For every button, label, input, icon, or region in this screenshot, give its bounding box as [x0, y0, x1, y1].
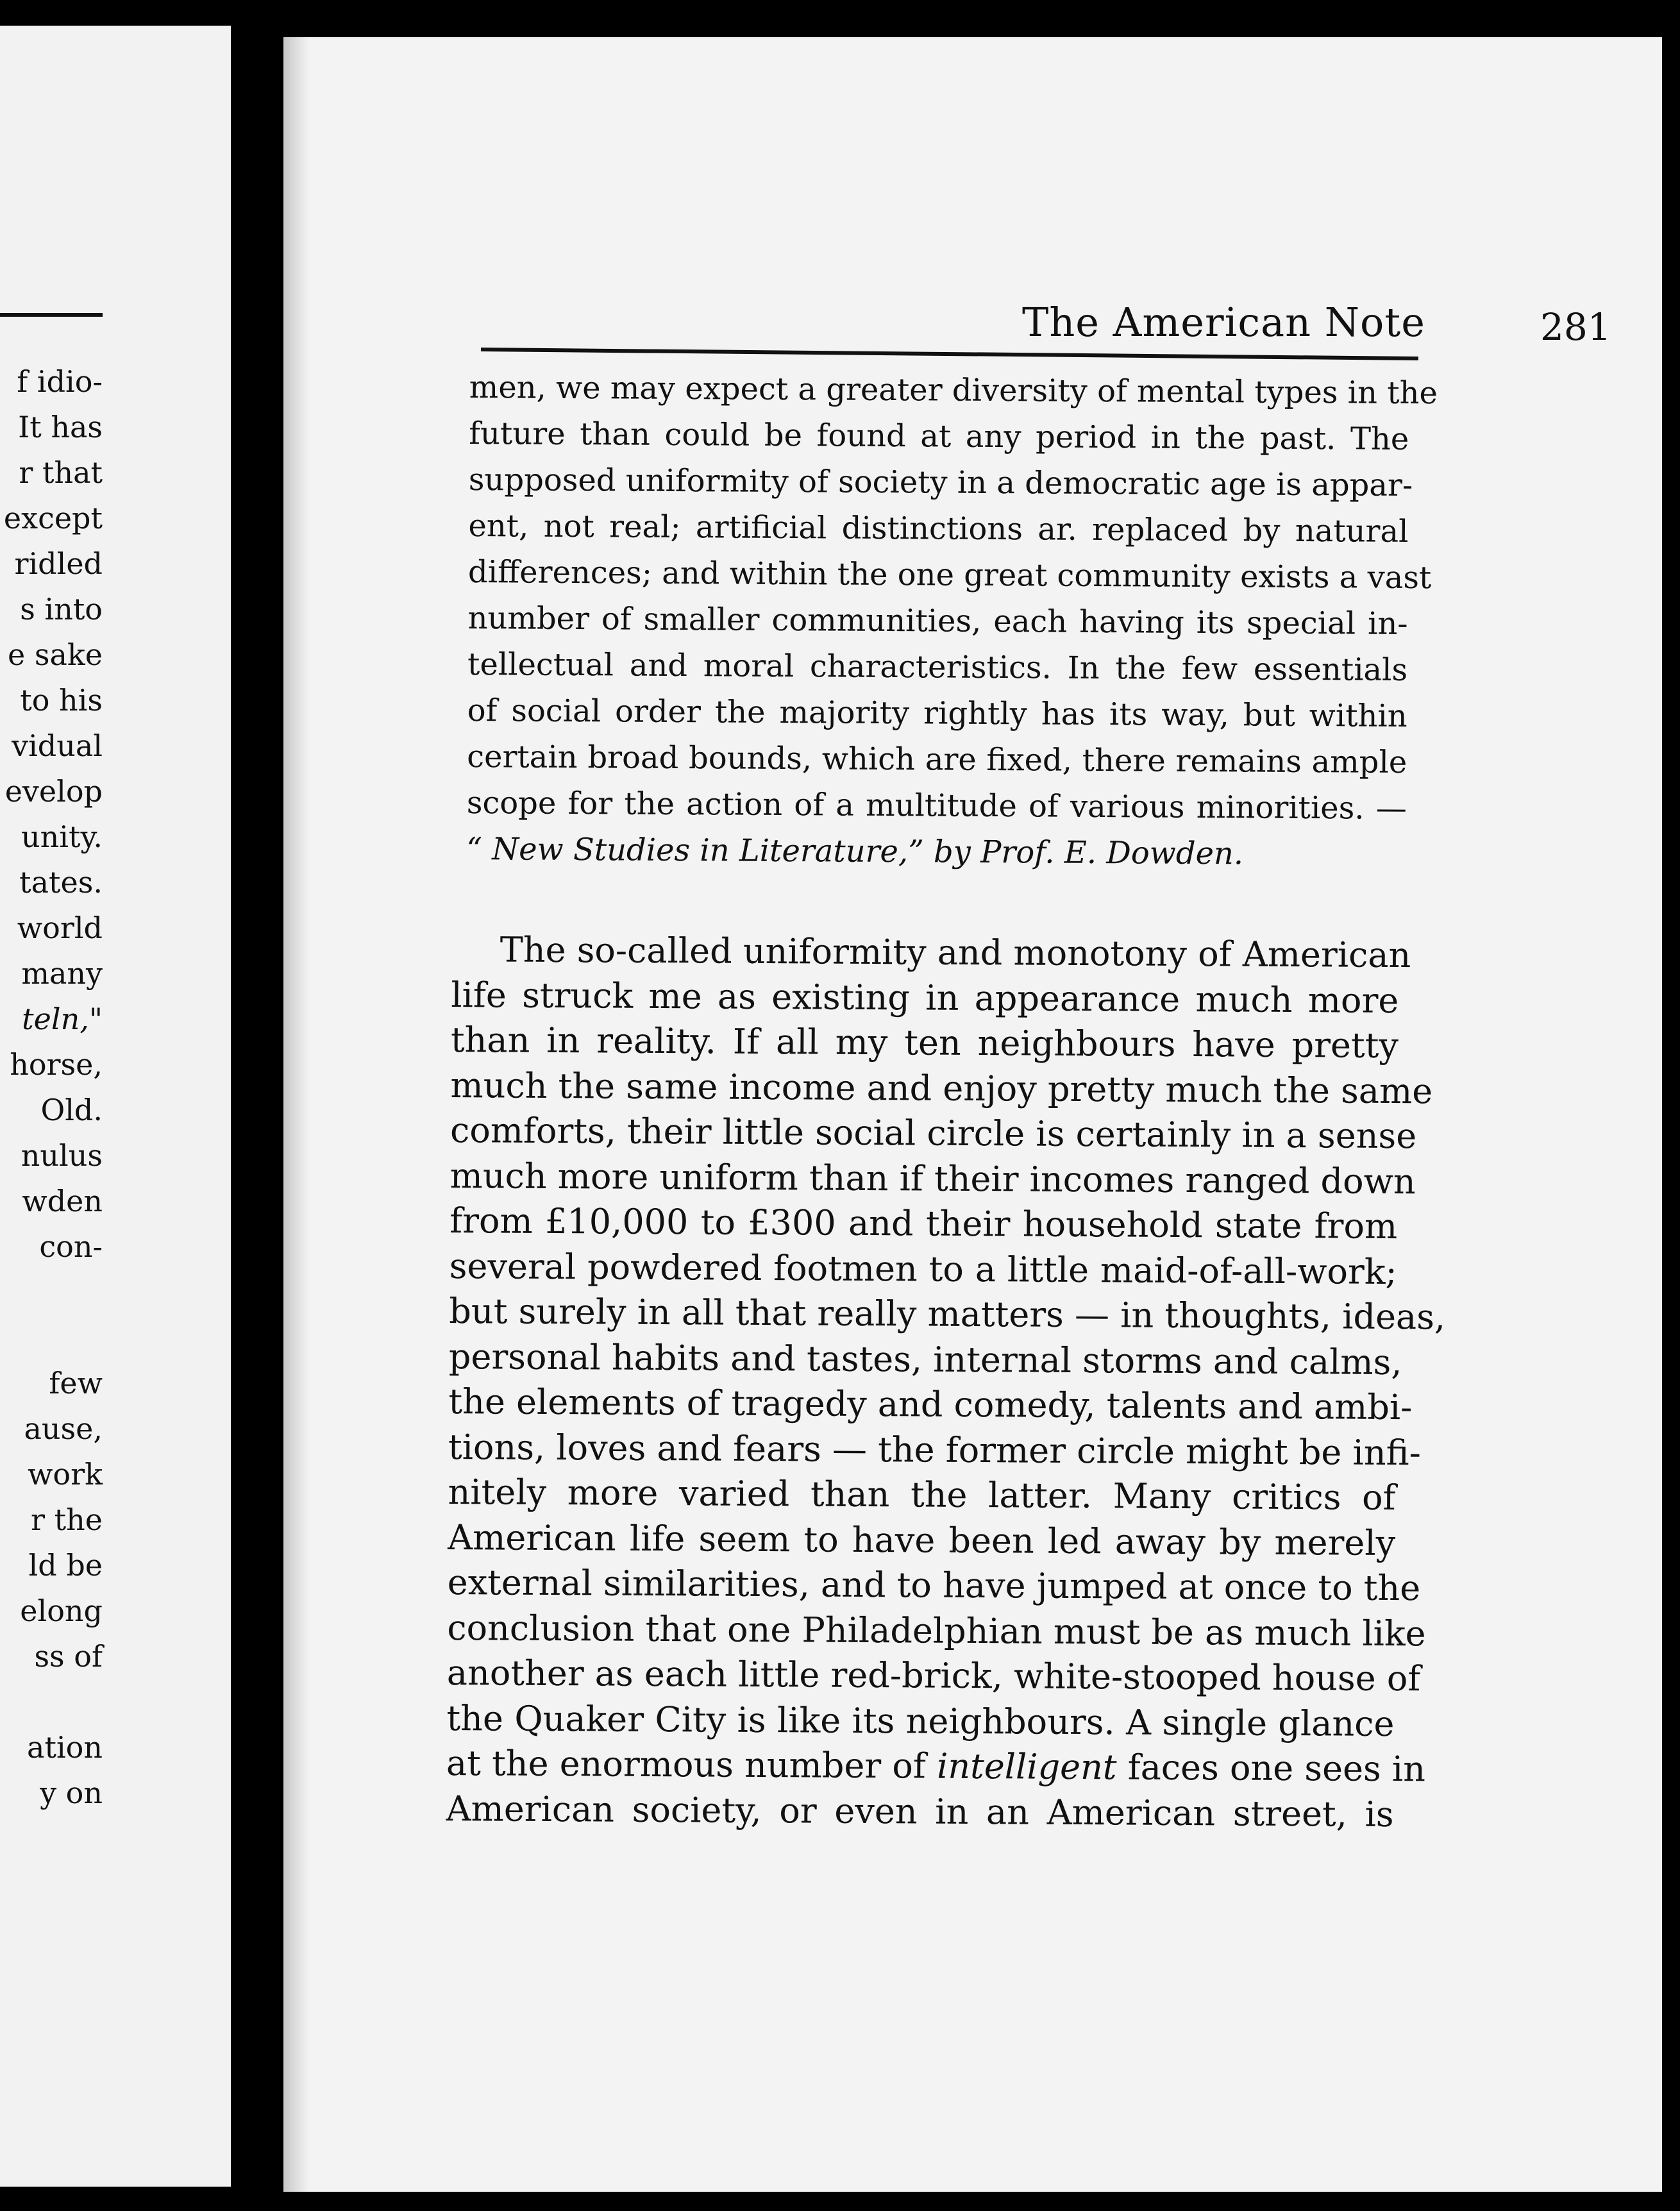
body-line: conclusion that one Philadelphian must be as much like	[447, 1607, 1426, 1654]
body-paragraph	[446, 927, 1446, 1837]
body-text: at the enormous number of	[446, 1742, 937, 1786]
page-number: 281	[1540, 305, 1611, 349]
page-edge-shadow	[283, 37, 309, 2192]
left-page-header-rule	[0, 313, 103, 317]
left-line: r that	[19, 455, 103, 490]
quote-line: differences; and within the one great community exists a vast	[467, 553, 1432, 596]
left-line: ss of	[34, 1639, 103, 1674]
left-line: vidual	[12, 728, 103, 763]
quote-source: “ New Studies in Literature,” by Prof. E. Dowden.	[466, 830, 1244, 872]
left-line: y on	[40, 1776, 103, 1810]
left-line: tates.	[19, 865, 103, 900]
body-line: the Quaker City is like its neighbours. A single glance	[446, 1697, 1395, 1744]
left-line-gap	[4, 1315, 103, 1361]
quote-line: tellectual and moral characteristics. In the few essentials	[467, 646, 1408, 688]
body-line	[446, 1741, 1426, 1792]
body-line: several powdered footmen to a little maid-of-all-work;	[449, 1245, 1397, 1292]
left-line: to his	[20, 683, 103, 718]
quote-line: future than could be found at any period in the past. The	[469, 415, 1409, 457]
body-line: life struck me as existing in appearance much more	[451, 974, 1399, 1021]
body-line: personal habits and tastes, internal storms and calms,	[448, 1336, 1402, 1383]
body-line: much the same income and enjoy pretty much the same	[450, 1064, 1433, 1111]
left-page-text	[4, 359, 103, 1816]
body-text: faces one sees in	[1116, 1747, 1426, 1790]
left-line: ridled	[14, 546, 103, 581]
left-line: horse,	[10, 1047, 103, 1082]
body-line: from £10,000 to £300 and their household state from	[449, 1200, 1398, 1247]
body-line: but surely in all that really matters — in thoughts, ideas,	[449, 1290, 1446, 1338]
left-line: s into	[20, 592, 103, 626]
main-page	[283, 37, 1662, 2192]
body-line: nitely more varied than the latter. Many critics of	[448, 1471, 1396, 1518]
quote-line: scope for the action of a multitude of various minorities. —	[466, 784, 1407, 827]
left-line: ause,	[24, 1411, 103, 1446]
body-line: much more uniform than if their incomes ranged down	[449, 1155, 1416, 1202]
body-line: the elements of tragedy and comedy, talents and ambi-	[448, 1381, 1413, 1428]
body-line: external similarities, and to have jumped at once to the	[447, 1561, 1421, 1609]
body-line: The so-called uniformity and monotony of American	[500, 929, 1411, 976]
left-line: con-	[39, 1229, 103, 1264]
quote-line: of social order the majority rightly has its way, but within	[467, 692, 1407, 734]
header-rule	[481, 348, 1418, 360]
italic-word: intelligent	[936, 1745, 1117, 1788]
left-line: It has	[18, 410, 103, 444]
left-line: unity.	[21, 820, 103, 854]
left-line: except	[3, 501, 103, 535]
body-line: American society, or even in an American street, is	[446, 1788, 1394, 1835]
body-line: comforts, their little social circle is certainly in a sense	[449, 1109, 1417, 1157]
left-line: work	[28, 1457, 103, 1492]
left-line: r the	[31, 1502, 103, 1537]
left-line-gap	[4, 1270, 103, 1315]
quote-line: men, we may expect a greater diversity of mental types in the	[469, 369, 1438, 412]
left-line: ld be	[28, 1548, 103, 1583]
left-line: teln,"	[22, 1002, 103, 1036]
left-line: many	[21, 956, 103, 991]
body-line: another as each little red-brick, white-stooped house of	[446, 1652, 1421, 1699]
quote-line: certain broad bounds, which are fixed, there remains ample	[467, 738, 1407, 780]
left-line: evelop	[4, 774, 103, 809]
left-line: elong	[20, 1593, 103, 1628]
left-line: nulus	[21, 1138, 103, 1173]
left-line: e sake	[8, 637, 103, 672]
body-line: than in reality. If all my ten neighbours have pretty	[450, 1019, 1399, 1066]
quote-line: number of smaller communities, each having its special in-	[467, 600, 1408, 642]
body-line: American life seem to have been led away by merely	[447, 1517, 1396, 1563]
left-page-fragment	[0, 26, 231, 2187]
quote-line: ent, not real; artificial distinctions ar. replaced by natural	[468, 507, 1409, 550]
quote-line: supposed uniformity of society in a democratic age is appar-	[468, 461, 1413, 503]
block-quote	[466, 364, 1438, 878]
left-line: world	[17, 911, 103, 945]
left-line: Old.	[40, 1093, 103, 1127]
running-head-title: The American Note	[1022, 299, 1425, 346]
left-line: wden	[22, 1184, 103, 1218]
left-line-gap	[4, 1679, 103, 1725]
left-line: few	[49, 1366, 103, 1400]
body-line: tions, loves and fears — the former circle might be infi-	[448, 1426, 1422, 1473]
left-line: f idio-	[17, 364, 103, 399]
running-head	[476, 268, 1662, 349]
left-line: ation	[27, 1730, 103, 1765]
book-gutter	[231, 0, 283, 2211]
